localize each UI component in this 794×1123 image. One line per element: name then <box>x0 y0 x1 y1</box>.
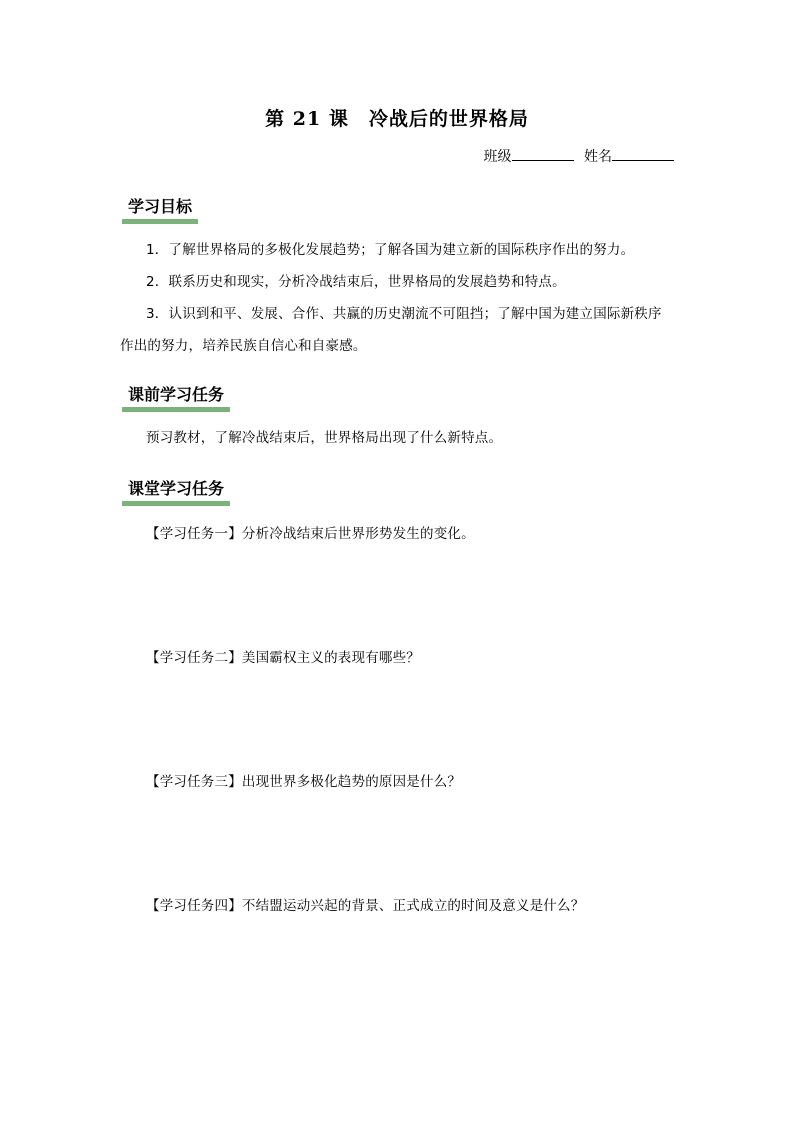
pre-task-text: 预习教材，了解冷战结束后，世界格局出现了什么新特点。 <box>146 430 503 446</box>
class-task-2: 【学习任务二】美国霸权主义的表现有哪些？ <box>146 650 420 666</box>
class-task-3: 【学习任务三】出现世界多极化趋势的原因是什么？ <box>146 774 462 790</box>
section-heading-text: 课前学习任务 <box>128 385 225 404</box>
name-label: 姓名 <box>584 149 612 165</box>
goal-item: 3．认识到和平、发展、合作、共赢的历史潮流不可阻挡；了解中国为建立国际新秩序 <box>146 306 662 322</box>
heading-underline <box>122 501 230 506</box>
section-heading-goals <box>122 194 198 220</box>
name-blank <box>612 146 674 161</box>
class-task-4: 【学习任务四】不结盟运动兴起的背景、正式成立的时间及意义是什么？ <box>146 898 585 914</box>
goal-item: 2．联系历史和现实，分析冷战结束后，世界格局的发展趋势和特点。 <box>146 274 566 290</box>
section-heading-pre <box>122 382 230 408</box>
section-heading-text: 学习目标 <box>128 197 193 216</box>
heading-underline <box>122 407 230 412</box>
section-heading-text: 课堂学习任务 <box>128 479 225 498</box>
goal-item-continued: 作出的努力，培养民族自信心和自豪感。 <box>120 338 367 354</box>
goal-item: 1．了解世界格局的多极化发展趋势；了解各国为建立新的国际秩序作出的努力。 <box>146 242 635 258</box>
student-info <box>484 146 674 166</box>
section-heading-class <box>122 476 230 502</box>
heading-underline <box>122 219 198 224</box>
class-blank <box>512 146 574 161</box>
page-title: 第 21 课 冷战后的世界格局 <box>265 108 529 130</box>
class-task-1: 【学习任务一】分析冷战结束后世界形势发生的变化。 <box>146 526 475 542</box>
class-label: 班级 <box>483 149 512 165</box>
